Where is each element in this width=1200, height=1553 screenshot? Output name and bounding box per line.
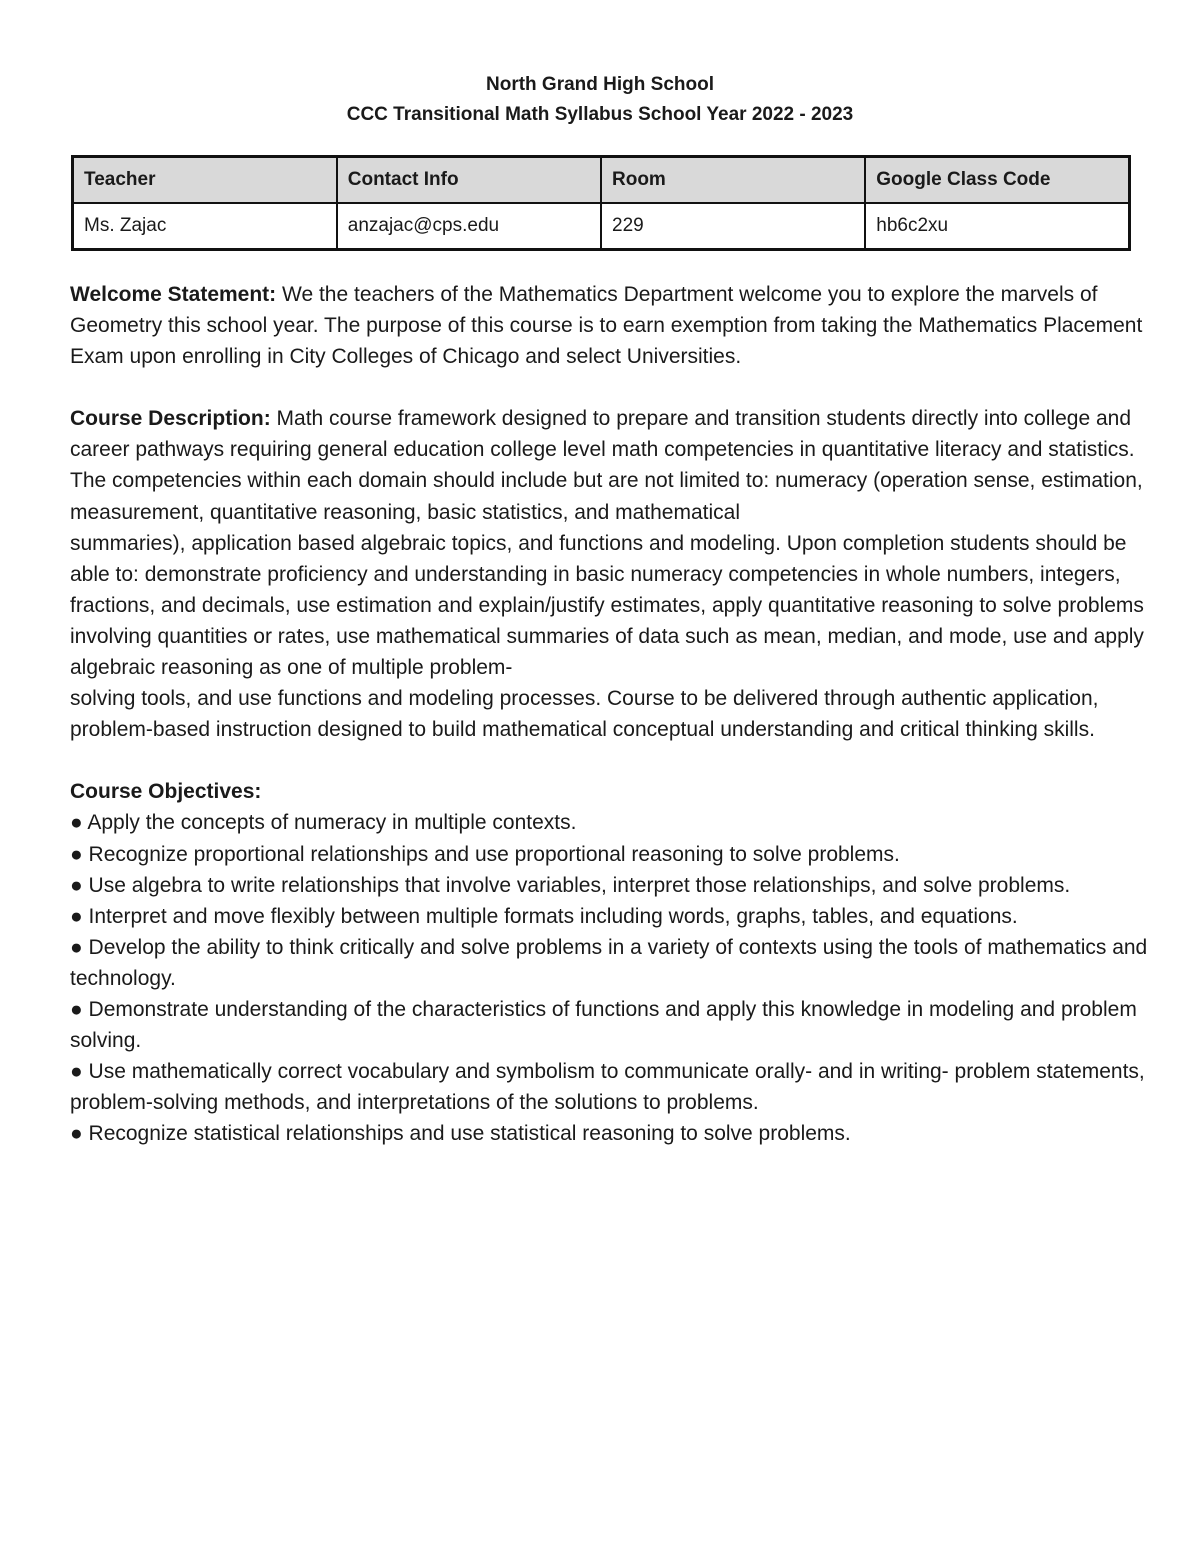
- room-number: 229: [601, 203, 865, 250]
- table-header-row: [73, 157, 1130, 204]
- list-item: [70, 932, 1150, 994]
- objective-text: Demonstrate understanding of the characteristics of functions and apply this knowledge in modeling and problem solving.: [70, 997, 1137, 1053]
- contact-email: anzajac@cps.edu: [337, 203, 601, 250]
- objective-text: Use mathematically correct vocabulary and symbolism to communicate orally- and in writing- problem statements, problem-solving methods, and interpretations of the solutions to problems.: [70, 1060, 1145, 1115]
- description-text-1: Math course framework designed to prepare and transition students directly into college and career pathways requiring general education college level math competencies in quantitative literacy and statistics. The competencies within each domain should include but are not limited to: numeracy (operation sense, estimation, measurement, quantitative reasoning, basic statistics, and mathematical: [70, 407, 1143, 524]
- list-item: [70, 1118, 1150, 1149]
- description-label: Course Description:: [70, 407, 271, 431]
- objectives-list: [70, 807, 1150, 1149]
- bullet-icon: ●: [70, 873, 83, 897]
- school-name: North Grand High School: [486, 74, 714, 95]
- objective-text: Interpret and move flexibly between multiple formats including words, graphs, tables, and equations.: [88, 904, 1018, 928]
- course-title: CCC Transitional Math Syllabus School Year 2022 - 2023: [346, 104, 854, 125]
- bullet-icon: ●: [70, 904, 83, 928]
- table-header-teacher: Teacher: [73, 157, 337, 204]
- objective-text: Apply the concepts of numeracy in multiple contexts.: [87, 811, 577, 835]
- description-text-2: summaries), application based algebraic topics, and functions and modeling. Upon completion students should be able to: demonstrate proficiency and understanding in basic numeracy competencies in whole numbers, integers, fractions, and decimals, use estimation and explain/justify estimates, apply quantitative reasoning to solve problems involving quantities or rates, use mathematical summaries of data such as mean, median, and mode, use and apply algebraic reasoning as one of multiple problem-: [70, 531, 1144, 680]
- objective-text: Recognize statistical relationships and use statistical reasoning to solve problems.: [88, 1122, 851, 1146]
- bullet-icon: ●: [70, 1060, 83, 1084]
- list-item: [70, 870, 1150, 901]
- objectives-label: Course Objectives:: [70, 780, 262, 804]
- bullet-icon: ●: [70, 842, 83, 866]
- objective-text: Develop the ability to think critically and solve problems in a variety of contexts using the tools of mathematics and technology.: [70, 935, 1148, 990]
- list-item: [70, 839, 1150, 870]
- welcome-label: Welcome Statement:: [70, 283, 277, 306]
- list-item: [70, 1056, 1150, 1118]
- bullet-icon: ●: [70, 1122, 83, 1146]
- welcome-text: We the teachers of the Mathematics Department welcome you to explore the marvels of Geometry this school year. The purpose of this course is to earn exemption from taking the Mathematics Placement Exam upon enrolling in City Colleges of Chicago and select Universities.: [70, 283, 1143, 369]
- table-row: [73, 203, 1130, 250]
- bullet-icon: ●: [70, 935, 83, 959]
- teacher-info-table: [71, 155, 1131, 251]
- syllabus-body: [70, 279, 1150, 1149]
- objective-text: Recognize proportional relationships and use proportional reasoning to solve problems.: [88, 842, 900, 866]
- table-header-class-code: Google Class Code: [865, 157, 1129, 204]
- list-item: [70, 994, 1150, 1056]
- table-header-room: Room: [601, 157, 865, 204]
- bullet-icon: ●: [70, 811, 83, 835]
- list-item: [70, 807, 1150, 838]
- list-item: [70, 901, 1150, 932]
- google-class-code: hb6c2xu: [865, 203, 1129, 250]
- welcome-statement: [70, 279, 1150, 372]
- objective-text: Use algebra to write relationships that involve variables, interpret those relationships, and solve problems.: [88, 873, 1071, 897]
- description-text-3: solving tools, and use functions and modeling processes. Course to be delivered through authentic application, problem-based instruction designed to build mathematical conceptual understanding and critical thinking skills.: [70, 687, 1099, 742]
- course-description: [70, 403, 1150, 527]
- table-header-contact: Contact Info: [337, 157, 601, 204]
- document-header: [0, 70, 1200, 130]
- teacher-name: Ms. Zajac: [73, 203, 337, 250]
- bullet-icon: ●: [70, 997, 83, 1021]
